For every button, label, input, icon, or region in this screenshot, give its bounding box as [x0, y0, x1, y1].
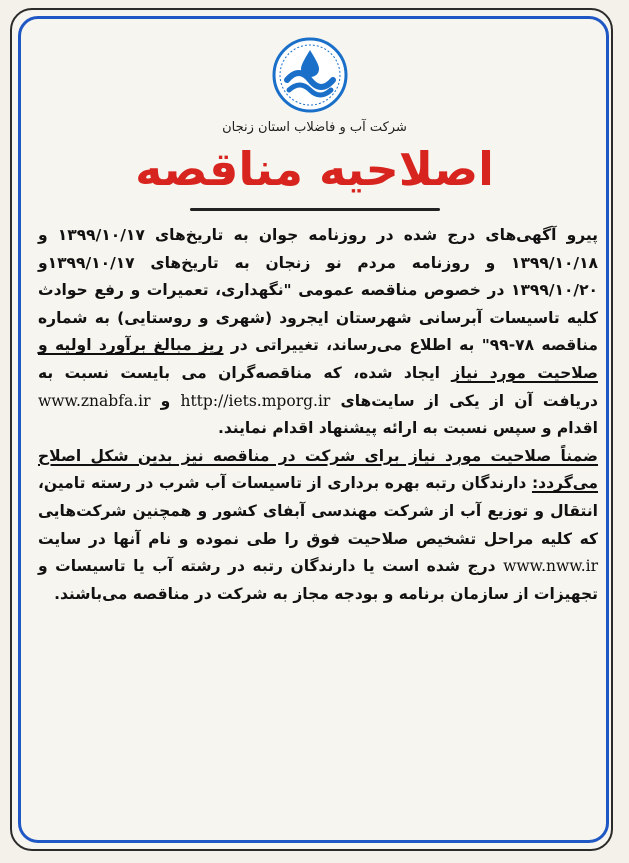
paragraph-1	[38, 222, 598, 443]
link-nww[interactable]: www.nww.ir	[503, 557, 598, 576]
title-underline	[190, 208, 440, 211]
link-iets[interactable]: http://iets.mporg.ir	[180, 391, 331, 410]
organization-name: شرکت آب و فاضلاب استان زنجان	[222, 120, 407, 135]
paragraph-2	[38, 443, 598, 609]
closing-text: درج شده است یا دارندگان رتبه در رشته آب یا تاسیسات و تجهیزات از سازمان برنامه و بودجه مجاز به شرکت در مناقصه می‌باشند.	[38, 557, 598, 603]
intro-text: پیرو آگهی‌های درج شده در روزنامه جوان به تاریخ‌های ۱۳۹۹/۱۰/۱۷ و ۱۳۹۹/۱۰/۱۸ و روزنامه مردم نو زنجان به تاریخ‌های ۱۳۹۹/۱۰/۱۷و ۱۳۹۹/۱۰/۲۰ در خصوص مناقصه عمومی	[38, 226, 599, 300]
download-text: ایجاد شده، که مناقصه‌گران می بایست نسبت به دریافت آن از یکی از سایت‌های	[38, 363, 599, 410]
project-title: "نگهداری، تعمیرات و رفع حوادث کلیه تاسیسات آبرسانی شهرستان ایجرود (شهری و روستایی) به شماره مناقصه ۷۸-۹۹"	[38, 281, 599, 355]
link-znabfa[interactable]: www.znabfa.ir	[38, 391, 151, 410]
changed-items-text: ریز مبالغ برآورد اولیه و صلاحیت مورد نیاز	[38, 336, 598, 382]
action-text: اقدام و سپس نسبت به ارائه پیشنهاد اقدام نمایند.	[217, 419, 598, 438]
water-company-logo-icon	[271, 36, 349, 114]
notice-text: به اطلاع می‌رساند، تغییراتی در	[223, 336, 482, 355]
page-title: اصلاحیه مناقصه	[135, 142, 494, 196]
notice-body	[38, 222, 598, 608]
qualification-text: دارندگان رتبه بهره برداری از تاسیسات آب شرب در رسته تامین، انتقال و توزیع آب از شرکت مهندسی آبفای کشور و همچنین شرکت‌هایی که کلیه مراحل تشخیص صلاحیت فوق را طی نموده و نام آنها در سایت	[38, 474, 598, 548]
conjunction-text: و	[150, 391, 181, 410]
qualification-heading: ضمناً صلاحیت مورد نیاز برای شرکت در مناقصه نیز بدین شکل اصلاح می‌گردد:	[38, 446, 598, 493]
